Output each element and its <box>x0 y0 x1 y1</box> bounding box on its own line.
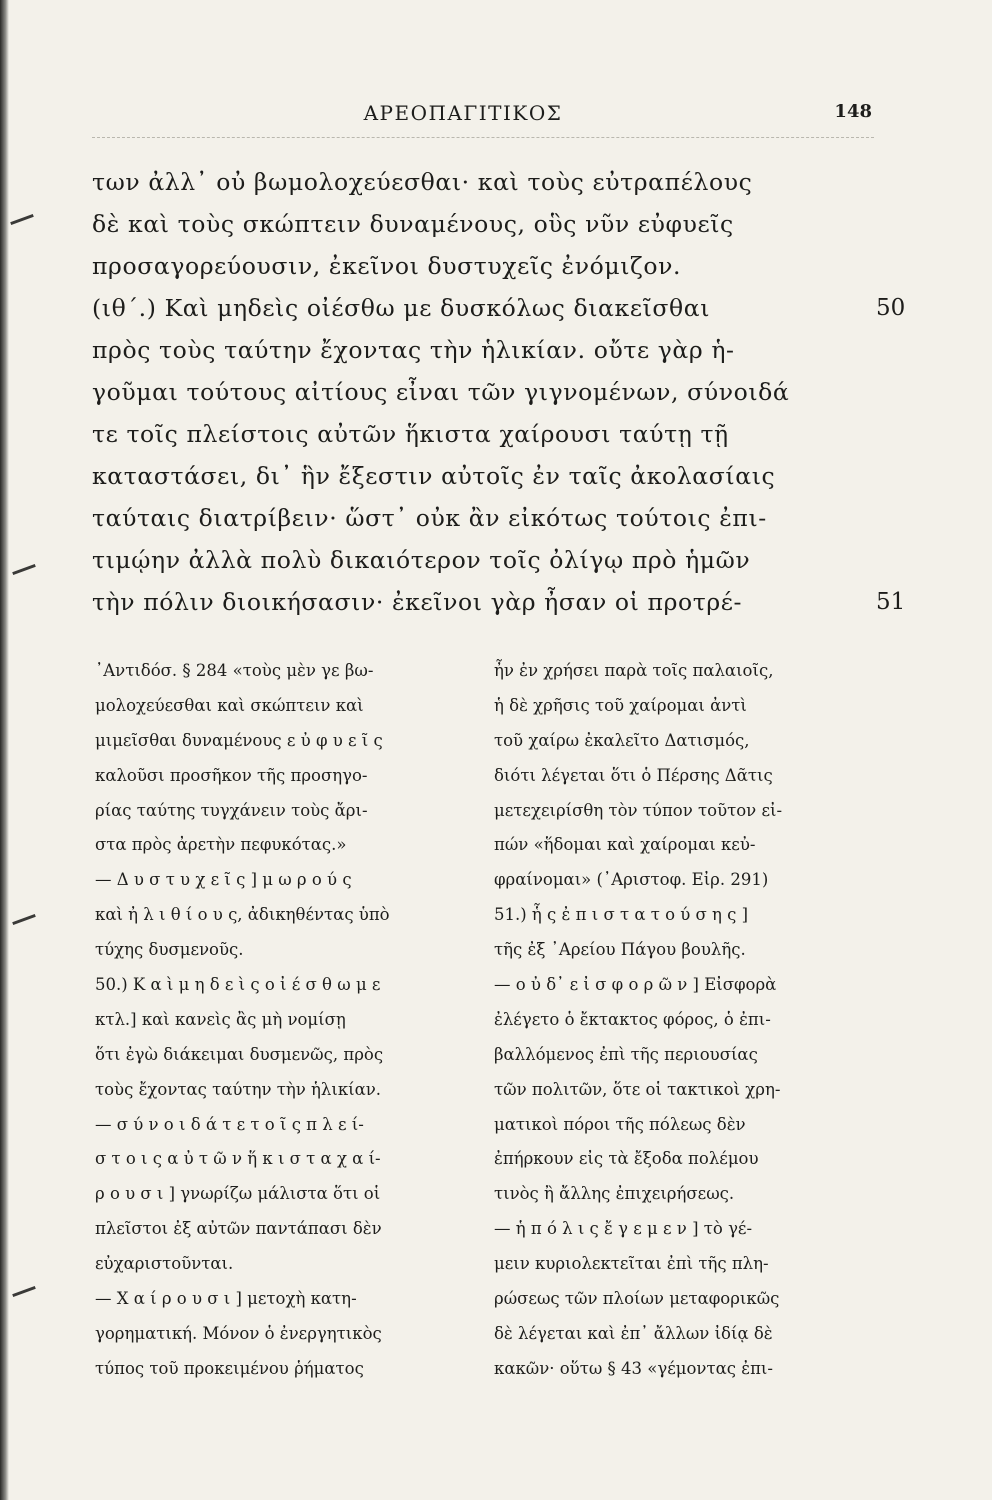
commentary-line: στα πρὸς ἀρετὴν πεφυκότας.» <box>95 835 347 855</box>
commentary-line: γορηματική. Μόνον ὁ ἐνεργητικὸς <box>95 1323 382 1343</box>
text-line: (ιθ΄.) Καὶ μηδεὶς οἰέσθω με δυσκόλως διακεῖσθαι <box>92 294 711 322</box>
commentary-line: τοὺς ἔχοντας ταύτην τὴν ἡλικίαν. <box>95 1079 382 1099</box>
commentary-line: μολοχεύεσθαι καὶ σκώπτειν καὶ <box>95 695 364 715</box>
commentary-line: τύπος τοῦ προκειμένου ῥήματος <box>95 1358 364 1378</box>
commentary-line: δὲ λέγεται καὶ ἐπ᾿ ἄλλων ἰδίᾳ δὲ <box>494 1323 773 1343</box>
commentary-line: τῆς ἐξ ᾿Αρείου Πάγου βουλῆς. <box>494 940 746 960</box>
commentary-line: ὅτι ἐγὼ διάκειμαι δυσμενῶς, πρὸς <box>95 1044 384 1064</box>
page-number: 148 <box>834 101 872 122</box>
text-line: τιμῴην ἀλλὰ πολὺ δικαιότερον τοῖς ὀλίγῳ πρὸ ἡμῶν <box>92 546 751 574</box>
commentary-line: ἦν ἐν χρήσει παρὰ τοῖς παλαιοῖς, <box>494 661 774 680</box>
text-line: πρὸς τοὺς ταύτην ἔχοντας τὴν ἡλικίαν. οὔτε γὰρ ἡ- <box>92 336 735 364</box>
line-number: 50 <box>876 295 906 321</box>
commentary-line: ἡ δὲ χρῆσις τοῦ χαίρομαι ἀντὶ <box>494 695 747 715</box>
margin-pencil-mark <box>12 914 36 925</box>
commentary-line: — σ ύ ν ο ι δ ά τ ε τ ο ῖ ς π λ ε ί- <box>95 1114 364 1134</box>
line-number: 51 <box>876 589 906 615</box>
header-rule <box>92 137 874 138</box>
commentary-line: καὶ ἠ λ ι θ ί ο υ ς, ἀδικηθέντας ὑπὸ <box>95 905 390 925</box>
commentary-line: βαλλόμενος ἐπὶ τῆς περιουσίας <box>494 1044 758 1064</box>
text-line: ταύταις διατρίβειν· ὥστ᾿ οὐκ ἂν εἰκότως τούτοις ἐπι- <box>92 504 767 532</box>
page-spine-shadow <box>0 0 9 1500</box>
commentary-line: τῶν πολιτῶν, ὅτε οἱ τακτικοὶ χρη- <box>494 1079 781 1099</box>
commentary-line: πλεῖστοι ἐξ αὐτῶν παντάπασι δὲν <box>95 1219 382 1239</box>
commentary-line: 50.) Κ α ὶ μ η δ ε ὶ ς ο ἰ έ σ θ ω μ ε <box>95 975 381 995</box>
commentary-line: κακῶν· οὕτω § 43 «γέμοντας ἐπι- <box>494 1358 773 1378</box>
main-greek-text <box>92 161 882 623</box>
text-line: γοῦμαι τούτους αἰτίους εἶναι τῶν γιγνομένων, σύνοιδά <box>92 378 790 406</box>
commentary-line: ρίας ταύτης τυγχάνειν τοὺς ἄρι- <box>95 800 368 820</box>
commentary-line: ρ ο υ σ ι ] γνωρίζω μάλιστα ὅτι οἱ <box>95 1184 381 1204</box>
text-line: τὴν πόλιν διοικήσασιν· ἐκεῖνοι γὰρ ἦσαν οἱ προτρέ- <box>92 588 743 616</box>
commentary-line: σ τ ο ι ς α ὐ τ ῶ ν ἥ κ ι σ τ α χ α ί- <box>95 1149 381 1169</box>
commentary-line: τινὸς ἢ ἄλλης ἐπιχειρήσεως. <box>494 1184 735 1204</box>
commentary-line: ᾿Αντιδόσ. § 284 «τοὺς μὲν γε βω- <box>95 661 374 680</box>
margin-pencil-mark <box>12 1286 36 1297</box>
commentary-line: — ο ὐ δ᾿ ε ἰ σ φ ο ρ ῶ ν ] Εἰσφορὰ <box>494 975 777 995</box>
commentary-line: ρώσεως τῶν πλοίων μεταφορικῶς <box>494 1289 780 1309</box>
text-line: των ἀλλ᾿ οὐ βωμολοχεύεσθαι· καὶ τοὺς εὐτραπέλους <box>92 168 753 196</box>
running-head-title: ΑΡΕΟΠΑΓΙΤΙΚΟΣ <box>363 101 563 125</box>
commentary-line: εὐχαριστοῦνται. <box>95 1254 234 1274</box>
commentary-line: μιμεῖσθαι δυναμένους ε ὐ φ υ ε ῖ ς <box>95 730 383 750</box>
margin-pencil-mark <box>10 214 34 225</box>
commentary-line: τοῦ χαίρω ἐκαλεῖτο Δατισμός, <box>494 730 750 750</box>
commentary-line: μετεχειρίσθη τὸν τύπον τοῦτον εἰ- <box>494 800 783 820</box>
commentary-line: — ἡ π ό λ ι ς ἔ γ ε μ ε ν ] τὸ γέ- <box>494 1219 753 1239</box>
commentary-line: — Χ α ί ρ ο υ σ ι ] μετοχὴ κατη- <box>95 1289 357 1309</box>
text-line: καταστάσει, δι᾿ ἣν ἔξεστιν αὐτοῖς ἐν ταῖς ἀκολασίαις <box>92 462 776 490</box>
commentary-line: πών «ἥδομαι καὶ χαίρομαι κεὐ- <box>494 835 756 855</box>
commentary-line: τύχης δυσμενοῦς. <box>95 940 244 960</box>
commentary-line: διότι λέγεται ὅτι ὁ Πέρσης Δᾶτις <box>494 765 773 785</box>
commentary-left-column <box>95 654 471 1387</box>
commentary-line: μειν κυριολεκτεῖται ἐπὶ τῆς πλη- <box>494 1254 769 1274</box>
commentary-line: ἐπήρκουν εἰς τὰ ἔξοδα πολέμου <box>494 1149 759 1169</box>
commentary-line: — Δ υ σ τ υ χ ε ῖ ς ] μ ω ρ ο ύ ς <box>95 870 352 890</box>
commentary-line: καλοῦσι προσῆκον τῆς προσηγο- <box>95 765 368 785</box>
text-line: προσαγορεύουσιν, ἐκεῖνοι δυστυχεῖς ἐνόμιζον. <box>92 252 682 280</box>
text-line: δὲ καὶ τοὺς σκώπτειν δυναμένους, οὓς νῦν εὐφυεῖς <box>92 210 734 238</box>
text-line: τε τοῖς πλείστοις αὐτῶν ἥκιστα χαίρουσι ταύτῃ τῇ <box>92 420 729 448</box>
commentary-line: φραίνομαι» (᾿Αριστοφ. Εἰρ. 291) <box>494 870 769 890</box>
commentary-line: 51.) ἧ ς ἐ π ι σ τ α τ ο ύ σ η ς ] <box>494 905 749 925</box>
commentary-line: ἐλέγετο ὁ ἔκτακτος φόρος, ὁ ἐπι- <box>494 1009 771 1029</box>
commentary-line: ματικοὶ πόροι τῆς πόλεως δὲν <box>494 1114 746 1134</box>
commentary-line: κτλ.] καὶ κανεὶς ἂς μὴ νομίσῃ <box>95 1009 346 1029</box>
commentary-right-column <box>494 654 876 1387</box>
margin-pencil-mark <box>12 564 36 575</box>
